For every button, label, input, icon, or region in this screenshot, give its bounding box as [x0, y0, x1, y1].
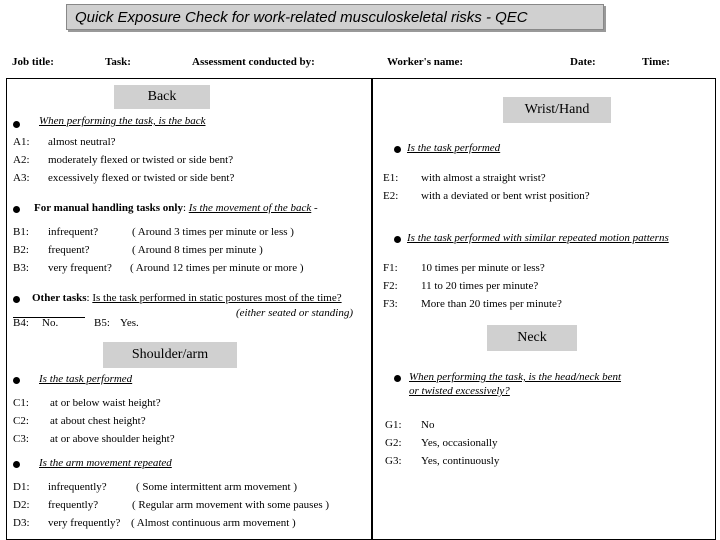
g1-code: G1: [385, 419, 402, 431]
back-question-1: When performing the task, is the back [39, 115, 206, 127]
c3-text: at or above shoulder height? [50, 433, 175, 445]
bullet-icon [394, 146, 401, 153]
q3-rest: Is the task performed in static postures most of the time? [92, 292, 342, 304]
neck-question-line-1: When performing the task, is the head/neck bent [409, 371, 622, 383]
neck-heading: Neck [487, 325, 577, 351]
a3-text: excessively flexed or twisted or side bent? [48, 172, 235, 184]
e2-code: E2: [383, 190, 399, 202]
time-label: Time: [642, 56, 670, 68]
d1-text: infrequently? [48, 481, 107, 493]
b2-text: frequent? [48, 244, 90, 256]
b1-text: infrequent? [48, 226, 99, 238]
a3-code: A3: [13, 172, 30, 184]
q3-bold: Other tasks [32, 292, 87, 304]
c1-text: at or below waist height? [50, 397, 161, 409]
b3-code: B3: [13, 262, 29, 274]
q3-note: (either seated or standing) [236, 307, 354, 319]
bullet-icon [394, 375, 401, 382]
d3-note: ( Almost continuous arm movement ) [131, 517, 296, 529]
f1-text: 10 times per minute or less? [421, 262, 545, 274]
shoulder-heading: Shoulder/arm [103, 342, 237, 368]
q2-tail: - [314, 202, 318, 214]
bullet-icon [394, 236, 401, 243]
b1-note: ( Around 3 times per minute or less ) [132, 226, 294, 238]
d3-text: very frequently? [48, 517, 121, 529]
b4-value: No. [42, 317, 59, 329]
bullet-icon [13, 206, 20, 213]
a1-code: A1: [13, 136, 30, 148]
shoulder-question-2: Is the arm movement repeated [39, 457, 172, 469]
bullet-icon [13, 461, 20, 468]
g2-text: Yes, occasionally [421, 437, 498, 449]
f3-text: More than 20 times per minute? [421, 298, 562, 310]
e1-code: E1: [383, 172, 399, 184]
back-heading: Back [114, 85, 210, 109]
q2-bold: For manual handling tasks only [34, 202, 183, 214]
c1-code: C1: [13, 397, 29, 409]
f1-code: F1: [383, 262, 398, 274]
b2-note: ( Around 8 times per minute ) [132, 244, 263, 256]
b5-code: B5: [94, 317, 110, 329]
c3-code: C3: [13, 433, 29, 445]
g2-code: G2: [385, 437, 402, 449]
d3-code: D3: [13, 517, 30, 529]
b5-value: Yes. [120, 317, 139, 329]
d2-text: frequently? [48, 499, 99, 511]
date-label: Date: [570, 56, 596, 68]
bullet-icon [13, 121, 20, 128]
bullet-icon [13, 377, 20, 384]
task-label: Task: [105, 56, 131, 68]
form-title-bar [66, 4, 604, 30]
b3-text: very frequent? [48, 262, 112, 274]
bullet-icon [13, 296, 20, 303]
wrist-question-2: Is the task performed with similar repeated motion patterns [407, 232, 669, 244]
worker-name-label: Worker's name: [387, 56, 464, 68]
job-title-label: Job title: [12, 56, 54, 68]
back-question-3: Other tasks: Is the task performed in static postures most of the time? [32, 292, 342, 304]
a2-code: A2: [13, 154, 30, 166]
d2-code: D2: [13, 499, 30, 511]
f3-code: F3: [383, 298, 398, 310]
neck-question-line-2: or twisted excessively? [409, 385, 510, 397]
e2-text: with a deviated or bent wrist position? [421, 190, 590, 202]
assessed-by-label: Assessment conducted by: [192, 56, 315, 68]
g3-text: Yes, continuously [421, 455, 500, 467]
wrist-heading: Wrist/Hand [503, 97, 611, 123]
b2-code: B2: [13, 244, 29, 256]
c2-code: C2: [13, 415, 29, 427]
c2-text: at about chest height? [50, 415, 146, 427]
a2-text: moderately flexed or twisted or side bent? [48, 154, 234, 166]
f2-code: F2: [383, 280, 398, 292]
e1-text: with almost a straight wrist? [421, 172, 546, 184]
wrist-question-1: Is the task performed [407, 142, 501, 154]
shoulder-question-1: Is the task performed [39, 373, 133, 385]
b1-code: B1: [13, 226, 29, 238]
a1-text: almost neutral? [48, 136, 116, 148]
g3-code: G3: [385, 455, 402, 467]
d1-note: ( Some intermittent arm movement ) [136, 481, 297, 493]
back-question-2: For manual handling tasks only: Is the movement of the back - [34, 202, 318, 214]
b3-note: ( Around 12 times per minute or more ) [130, 262, 304, 274]
form-title: Quick Exposure Check for work-related musculoskeletal risks - QEC [75, 9, 528, 26]
g1-text: No [421, 419, 435, 431]
f2-text: 11 to 20 times per minute? [421, 280, 539, 292]
b4-code: B4: [13, 317, 29, 329]
d2-note: ( Regular arm movement with some pauses ) [132, 499, 330, 511]
d1-code: D1: [13, 481, 30, 493]
q2-rest: Is the movement of the back [188, 202, 312, 214]
